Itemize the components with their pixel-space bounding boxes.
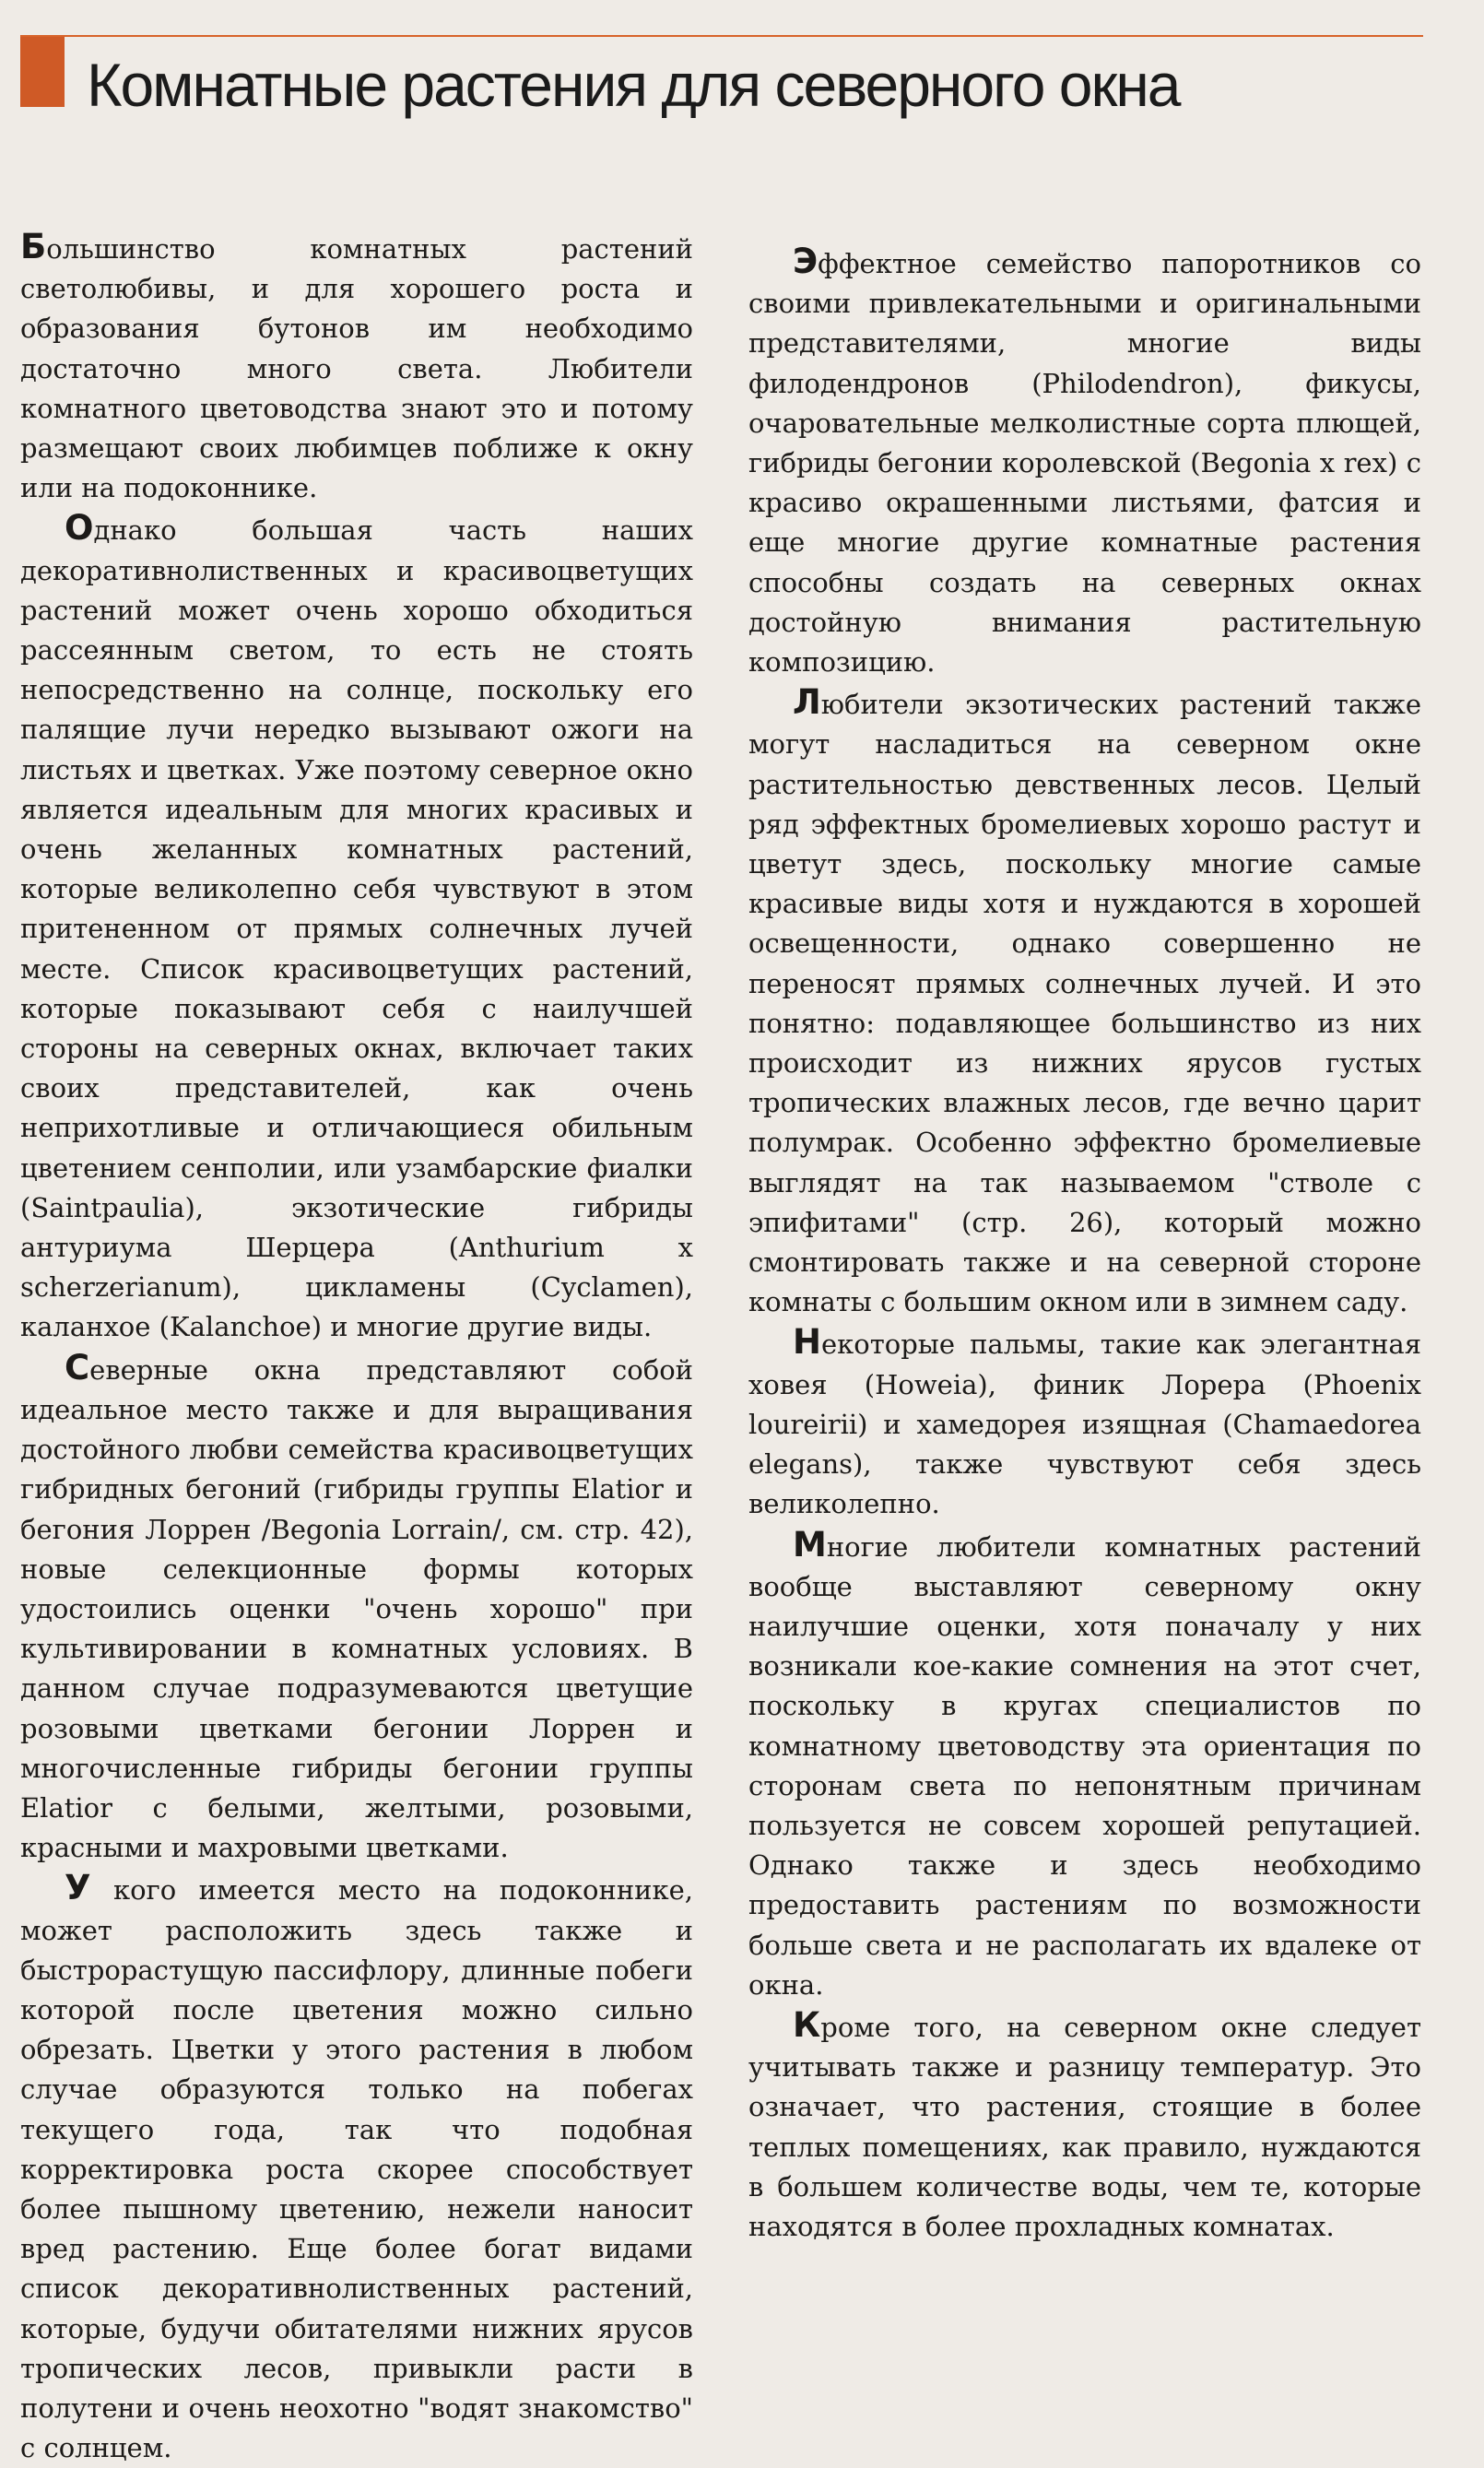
paragraph-initial: Л bbox=[793, 682, 821, 723]
paragraph bbox=[20, 1348, 693, 1869]
paragraph bbox=[748, 682, 1421, 1322]
paragraph bbox=[748, 2005, 1421, 2247]
right-column bbox=[748, 242, 1421, 2247]
page-title: Комнатные растения для северного окна bbox=[87, 51, 1180, 119]
title-accent-block bbox=[20, 37, 65, 107]
paragraph-text: роме того, на северном окне следует учитывать также и разницу температур. Это означает, что растения, стоящие в более теплых помещениях, как правило, нуждаются в большем количестве воды, чем те, которые находятся в более прохладных комнатах. bbox=[748, 2011, 1421, 2242]
paragraph-text: ольшинство комнатных растений светолюбивы, и для хорошего роста и образования бутонов им необходимо достаточно много света. Любители комнатного цветоводства знают это и потому размещают своих любимцев поближе к окну или на подоконнике. bbox=[20, 233, 693, 504]
left-column bbox=[20, 227, 693, 2468]
paragraph bbox=[20, 508, 693, 1347]
paragraph bbox=[748, 242, 1421, 682]
paragraph-initial: К bbox=[793, 2004, 821, 2045]
paragraph-initial: М bbox=[793, 1524, 827, 1565]
paragraph-initial: С bbox=[65, 1347, 90, 1388]
paragraph bbox=[748, 1525, 1421, 2005]
paragraph-text: кого имеется место на подоконнике, может расположить здесь также и быстрорастущую пассифлору, длинные побеги которой после цветения можно сильно обрезать. Цветки у этого растения в любом случае образуются только на побегах текущего года, так что подобная корректировка роста скорее способствует более пышному цветению, нежели наносит вред растению. Еще более богат видами список декоративнолиственных растений, которые, будучи обитателями нижних ярусов тропических лесов, привыкли расти в полутени и очень неохотно "водят знакомство" с солнцем. bbox=[20, 1874, 693, 2464]
paragraph-text: днако большая часть наших декоративнолиственных и красивоцветущих растений может очень хорошо обходиться рассеянным светом, то есть не стоять непосредственно на солнце, поскольку его палящие лучи нередко вызывают ожоги на листьях и цветках. Уже поэтому северное окно является идеальным для многих красивых и очень желанных комнатных растений, которые великолепно себя чувствуют в этом притененном от прямых солнечных лучей месте. Список красивоцветущих растений, которые показывают себя с наилучшей стороны на северных окнах, включает таких своих представителей, как очень неприхотливые и отличающиеся обильным цветением сенполии, или узамбарские фиалки (Saintpaulia), экзотические гибриды антуриума Шерцера (Anthurium x scherzerianum), цикламены (Cyclamen), каланхое (Kalanchoe) и многие другие виды. bbox=[20, 514, 693, 1343]
paragraph bbox=[748, 1322, 1421, 1524]
paragraph bbox=[20, 1868, 693, 2468]
paragraph-initial: Б bbox=[20, 227, 47, 266]
paragraph-text: екоторые пальмы, такие как элегантная ховея (Howeia), финик Лорера (Phoenix loureirii) и хамедорея изящная (Chamaedorea elegans), также чувствуют себя здесь великолепно. bbox=[748, 1328, 1421, 1520]
paragraph-text: ногие любители комнатных растений вообще выставляют северному окну наилучшие оценки, хотя поначалу у них возникали кое-какие сомнения на этот счет, поскольку в кругах специалистов по комнатному цветоводству эта ориентация по сторонам света по непонятным причинам пользуется не совсем хорошей репутацией. Однако также и здесь необходимо предоставить растениям по возможности больше света и не располагать их вдалеке от окна. bbox=[748, 1530, 1421, 2001]
paragraph-text: ффектное семейство папоротников со своими привлекательными и оригинальными представителями, многие виды филодендронов (Philodendron), фикусы, очаровательные мелколистные сорта плющей, гибриды бегонии королевской (Begonia x rex) с красиво окрашенными листьями, фатсия и еще многие другие комнатные растения способны создать на северных окнах достойную внимания растительную композицию. bbox=[748, 248, 1421, 679]
paragraph-initial: Э bbox=[793, 242, 819, 281]
paragraph-text: еверные окна представляют собой идеальное место также и для выращивания достойного любви семейства красивоцветущих гибридных бегоний (гибриды группы Elatior и бегония Лоррен /Begonia Lorrain/, см. стр. 42), новые селекционные формы которых удостоились оценки "очень хорошо" при культивировании в комнатных условиях. В данном случае подразумеваются цветущие розовыми цветками бегонии Лоррен и многочисленные гибриды бегонии группы Elatior с белыми, желтыми, розовыми, красными и махровыми цветками. bbox=[20, 1353, 693, 1864]
paragraph-initial: Н bbox=[793, 1322, 821, 1363]
paragraph-text: юбители экзотических растений также могут насладиться на северном окне растительностью девственных лесов. Целый ряд эффектных бромелиевых хорошо растут и цветут здесь, поскольку многие самые красивые виды хотя и нуждаются в хорошей освещенности, однако совершенно не переносят прямых солнечных лучей. И это понятно: подавляющее большинство из них происходит из нижних ярусов густых тропических влажных лесов, где вечно царит полумрак. Особенно эффектно бромелиевые выглядят на так называемом "стволе с эпифитами" (стр. 26), который можно смонтировать также и на северной стороне комнаты с большим окном или в зимнем саду. bbox=[748, 689, 1421, 1318]
paragraph-initial: О bbox=[65, 508, 94, 549]
paragraph-initial: У bbox=[65, 1868, 91, 1908]
paragraph bbox=[20, 227, 693, 508]
header-rule bbox=[20, 35, 1423, 37]
